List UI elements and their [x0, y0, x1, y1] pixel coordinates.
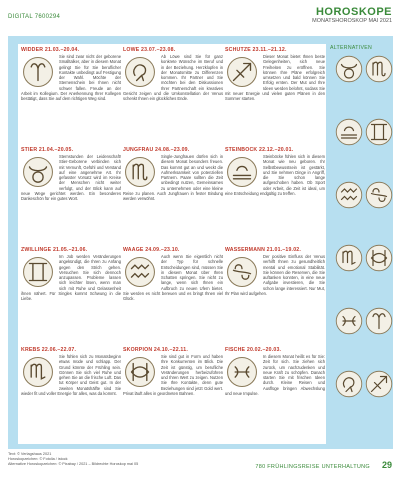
horoscope-entry — [123, 247, 223, 344]
horoscope-entry — [21, 47, 121, 144]
sign-text: Im Job werden Veränderungen angekündigt, die Ihren zu Anfang gegen den Strich gehen. Versuchen Sie sich dennoch anzupassen. Probleme lassen sich leichter lösen, wenn man sich mit Ruhe und Gelassenheit ihnen nähert. Für Singles kommt Schwung in die Liebe. — [21, 254, 121, 302]
credit-line: Alternative Horoskopzeichen: © Pixabay / 2021 – Bildrechte Horoskop mai 05 — [8, 461, 139, 466]
sign-text: Sternstunden der Leidenschaft! Stier-Geborene verbinden sich mit Vernunft, Gefühl und Verstand auf eine angenehme Art. Ihr gefasster Vorsatz wird im Kreise der Menschen nicht weiter verfolgt, und der Blick kann auf neue Wege gerichtet werden. Ein besonderes Dankeschön für ein gutes Wort. — [21, 154, 121, 202]
horoscope-panel — [8, 36, 393, 449]
horoscope-entry — [123, 347, 223, 444]
sign-text: Single-Jungfrauen dürfen sich in diesem Monat besonders freuen. Das kommt gut an und weckt die Aufmerksamkeit von potenziellen Partnern. Paare sollten die Zeit unbedingt nutzen, Gemeinsames zu unternehmen oder eine kleine Reise zu planen. Auch Jungfrauen in fester Bindung werden verwöhnt. — [123, 154, 223, 202]
goat-icon — [225, 155, 259, 189]
sign-text: Sie sind gut in Form und haben Ihre Konkurrenten im Blick. Die Zeit ist günstig, um berufliche Veränderungen herbeizuführen und Ihren Wert zu zeigen. Nutzen Sie Ihre Kontakte, denn gute Beziehungen sind jetzt Gold wert. Privat läuft alles in geordneten Bahnen. — [123, 354, 223, 397]
archer-icon — [225, 55, 259, 89]
sign-title: WAAGE 24.09.–23.10. — [123, 247, 180, 253]
sign-text: Sie sind zwar nicht der geborene Smalltalker, aber in diesem Monat gelingt Sie für Sie beruflicher Kontakte unbedingt auf Festigung der Wahl. Möchte der Sternenschein bei Ihnen nicht schwer fallen. Freude an der Arbeit im Kollegium. Der Anerkennung Ihrer Kollegen bestätigt, dass Sie auf dem richtigen Weg sind. — [21, 54, 121, 102]
alt-twins-icon — [334, 243, 364, 273]
sign-title: STEINBOCK 22.12.–20.01. — [225, 147, 294, 153]
issue-code: DIGITAL 7600294 — [8, 14, 61, 20]
alt-ram-icon — [334, 54, 364, 84]
horoscope-entry — [123, 47, 223, 144]
alt-scales-icon — [364, 243, 394, 273]
sign-title: ZWILLINGE 21.05.–21.06. — [21, 247, 88, 253]
crab-icon — [21, 355, 55, 389]
bull-icon — [21, 155, 55, 189]
horoscope-entry — [225, 347, 325, 444]
horoscope-entry — [225, 47, 325, 144]
footer-section-title: 780 FRÜHLINGSREISE UNTERHALTUNG — [255, 464, 370, 470]
sign-title: SCHÜTZE 23.11.–21.12. — [225, 47, 287, 53]
lion-icon — [123, 55, 157, 89]
alt-crab-icon — [364, 306, 394, 336]
horoscope-entry — [123, 147, 223, 244]
horoscope-entry — [225, 247, 325, 344]
sign-title: WIDDER 21.03.–20.04. — [21, 47, 80, 53]
sign-title: JUNGFRAU 24.08.–23.09. — [123, 147, 190, 153]
horoscope-entry — [21, 247, 121, 344]
credit-line: Text: © Verlagshaus 2021 — [8, 452, 52, 456]
scales-icon — [123, 255, 157, 289]
sign-text: Dieser Monat bietet Ihnen beste Gelegenheiten, sich neue Freiheiten zu eröffnen. Sie können Ihre Pläne erfolgreich umsetzen und bald können Sie Erfolg ernten. Der Mut und Ihre Ideen werden belohnt, sodass Sie mit neuer Energie und vielen guten Plänen in den Sommer starten. — [225, 54, 325, 102]
alt-virgin-icon — [334, 180, 364, 210]
page-title: HOROSKOPE — [315, 6, 392, 18]
horoscope-entry — [225, 147, 325, 244]
sign-title: LÖWE 23.07.–23.08. — [123, 47, 176, 53]
alt-bull-icon — [364, 117, 394, 147]
sign-text: In diesem Monat heißt es für Sie: Zeit für sich. Sie ziehen sich zurück, um nachzudenken und neue Kraft zu schöpfen. Danach starten Sie mit frischen Ideen durch. Kleine Reisen und Ausflüge bringen Abwechslung und neue Impulse. — [225, 354, 325, 397]
alt-goat-icon — [364, 180, 394, 210]
alternatives-label: ALTERNATIVEN — [330, 45, 373, 51]
sign-title: KREBS 22.06.–22.07. — [21, 347, 77, 353]
sign-text: Ab Löwe sind Sie für ganz konkrete Wünsche im Beruf und in der Beziehung. Herzklopfen in der Monatsmitte zu Differenzen kommen. Ihr Partner und Sie möchten bei den Diskussionen Ihrer Partnerschaft ein kreatives Gesicht zeigen und die Umkonstellation der Venus schenkt Ihnen ein glückliches Ende. — [123, 54, 223, 102]
sign-text: Sie fühlen sich zu Monatsbeginn etwas müde und schlapp. Der Grund könnte der Frühling sein. Gönnen Sie sich viel Ruhe und gehen Sie an die frische Luft. Das tut Körper und Geist gut. In der zweiten Monatshälfte sind Sie wieder fit und voller Energie für alles, was da kommt. — [21, 354, 121, 397]
sign-text: Steinböcke fühlen sich in diesem Monat wie neu geboren. Ihr Selbstbewusstsein ist gestärkt, und Sie nehmen Dinge in Angriff, die Sie schon lange aufgeschoben haben. Ob Sport oder Arbeit, die Zeit ist ideal, um eine Entscheidung endgültig zu treffen. — [225, 154, 325, 197]
alt-scorpion-icon — [334, 369, 364, 399]
horoscope-grid — [18, 44, 326, 444]
sign-title: WASSERMANN 21.01.–19.02. — [225, 247, 302, 253]
twins-icon — [21, 255, 55, 289]
page-number: 29 — [381, 460, 392, 470]
sign-text: Der positive Einfluss der Venus verhilft Ihnen zu gesundheitlich mental und emotional Stabilität. Sie können die Reserven, die Sie auftanken konnten, in eine neue Aufgabe investieren, die Sie schon lange interessiert. Nur Mut, Ihr Plan wird aufgehen. — [225, 254, 325, 297]
alternatives-column — [334, 54, 388, 432]
image-credits — [8, 452, 138, 466]
water-bearer-icon — [225, 255, 259, 289]
horoscope-entry — [21, 147, 121, 244]
sign-title: STIER 21.04.–20.05. — [21, 147, 74, 153]
sign-title: FISCHE 20.02.–20.03. — [225, 347, 282, 353]
alt-archer-icon — [334, 117, 364, 147]
alt-fish-icon — [364, 369, 394, 399]
alt-water-bearer-icon — [334, 306, 364, 336]
sign-text: Auch wenn Sie eigentlich nicht der Typ für schnelle Entscheidungen sind, müssen Sie in diesem Monat über Ihren Schatten springen. Sie nicht zu lange, wenn sich Ihnen ein Aufbruch zu neuen Ufern bietet. Sie werden es nicht bereuen und es bringt Ihnen viel Glück. — [123, 254, 223, 302]
alt-lion-icon — [364, 54, 394, 84]
virgin-icon — [123, 155, 157, 189]
horoscope-entry — [21, 347, 121, 444]
page-subtitle: MONATSHOROSKOP MAI 2021 — [312, 18, 392, 24]
page-header — [8, 6, 392, 26]
sign-title: SKORPION 24.10.–22.11. — [123, 347, 188, 353]
scorpion-icon — [123, 355, 157, 389]
fish-icon — [225, 355, 259, 389]
credit-line: Horoskopzeichen: © Fotolia / istock — [8, 456, 68, 461]
ram-icon — [21, 55, 55, 89]
